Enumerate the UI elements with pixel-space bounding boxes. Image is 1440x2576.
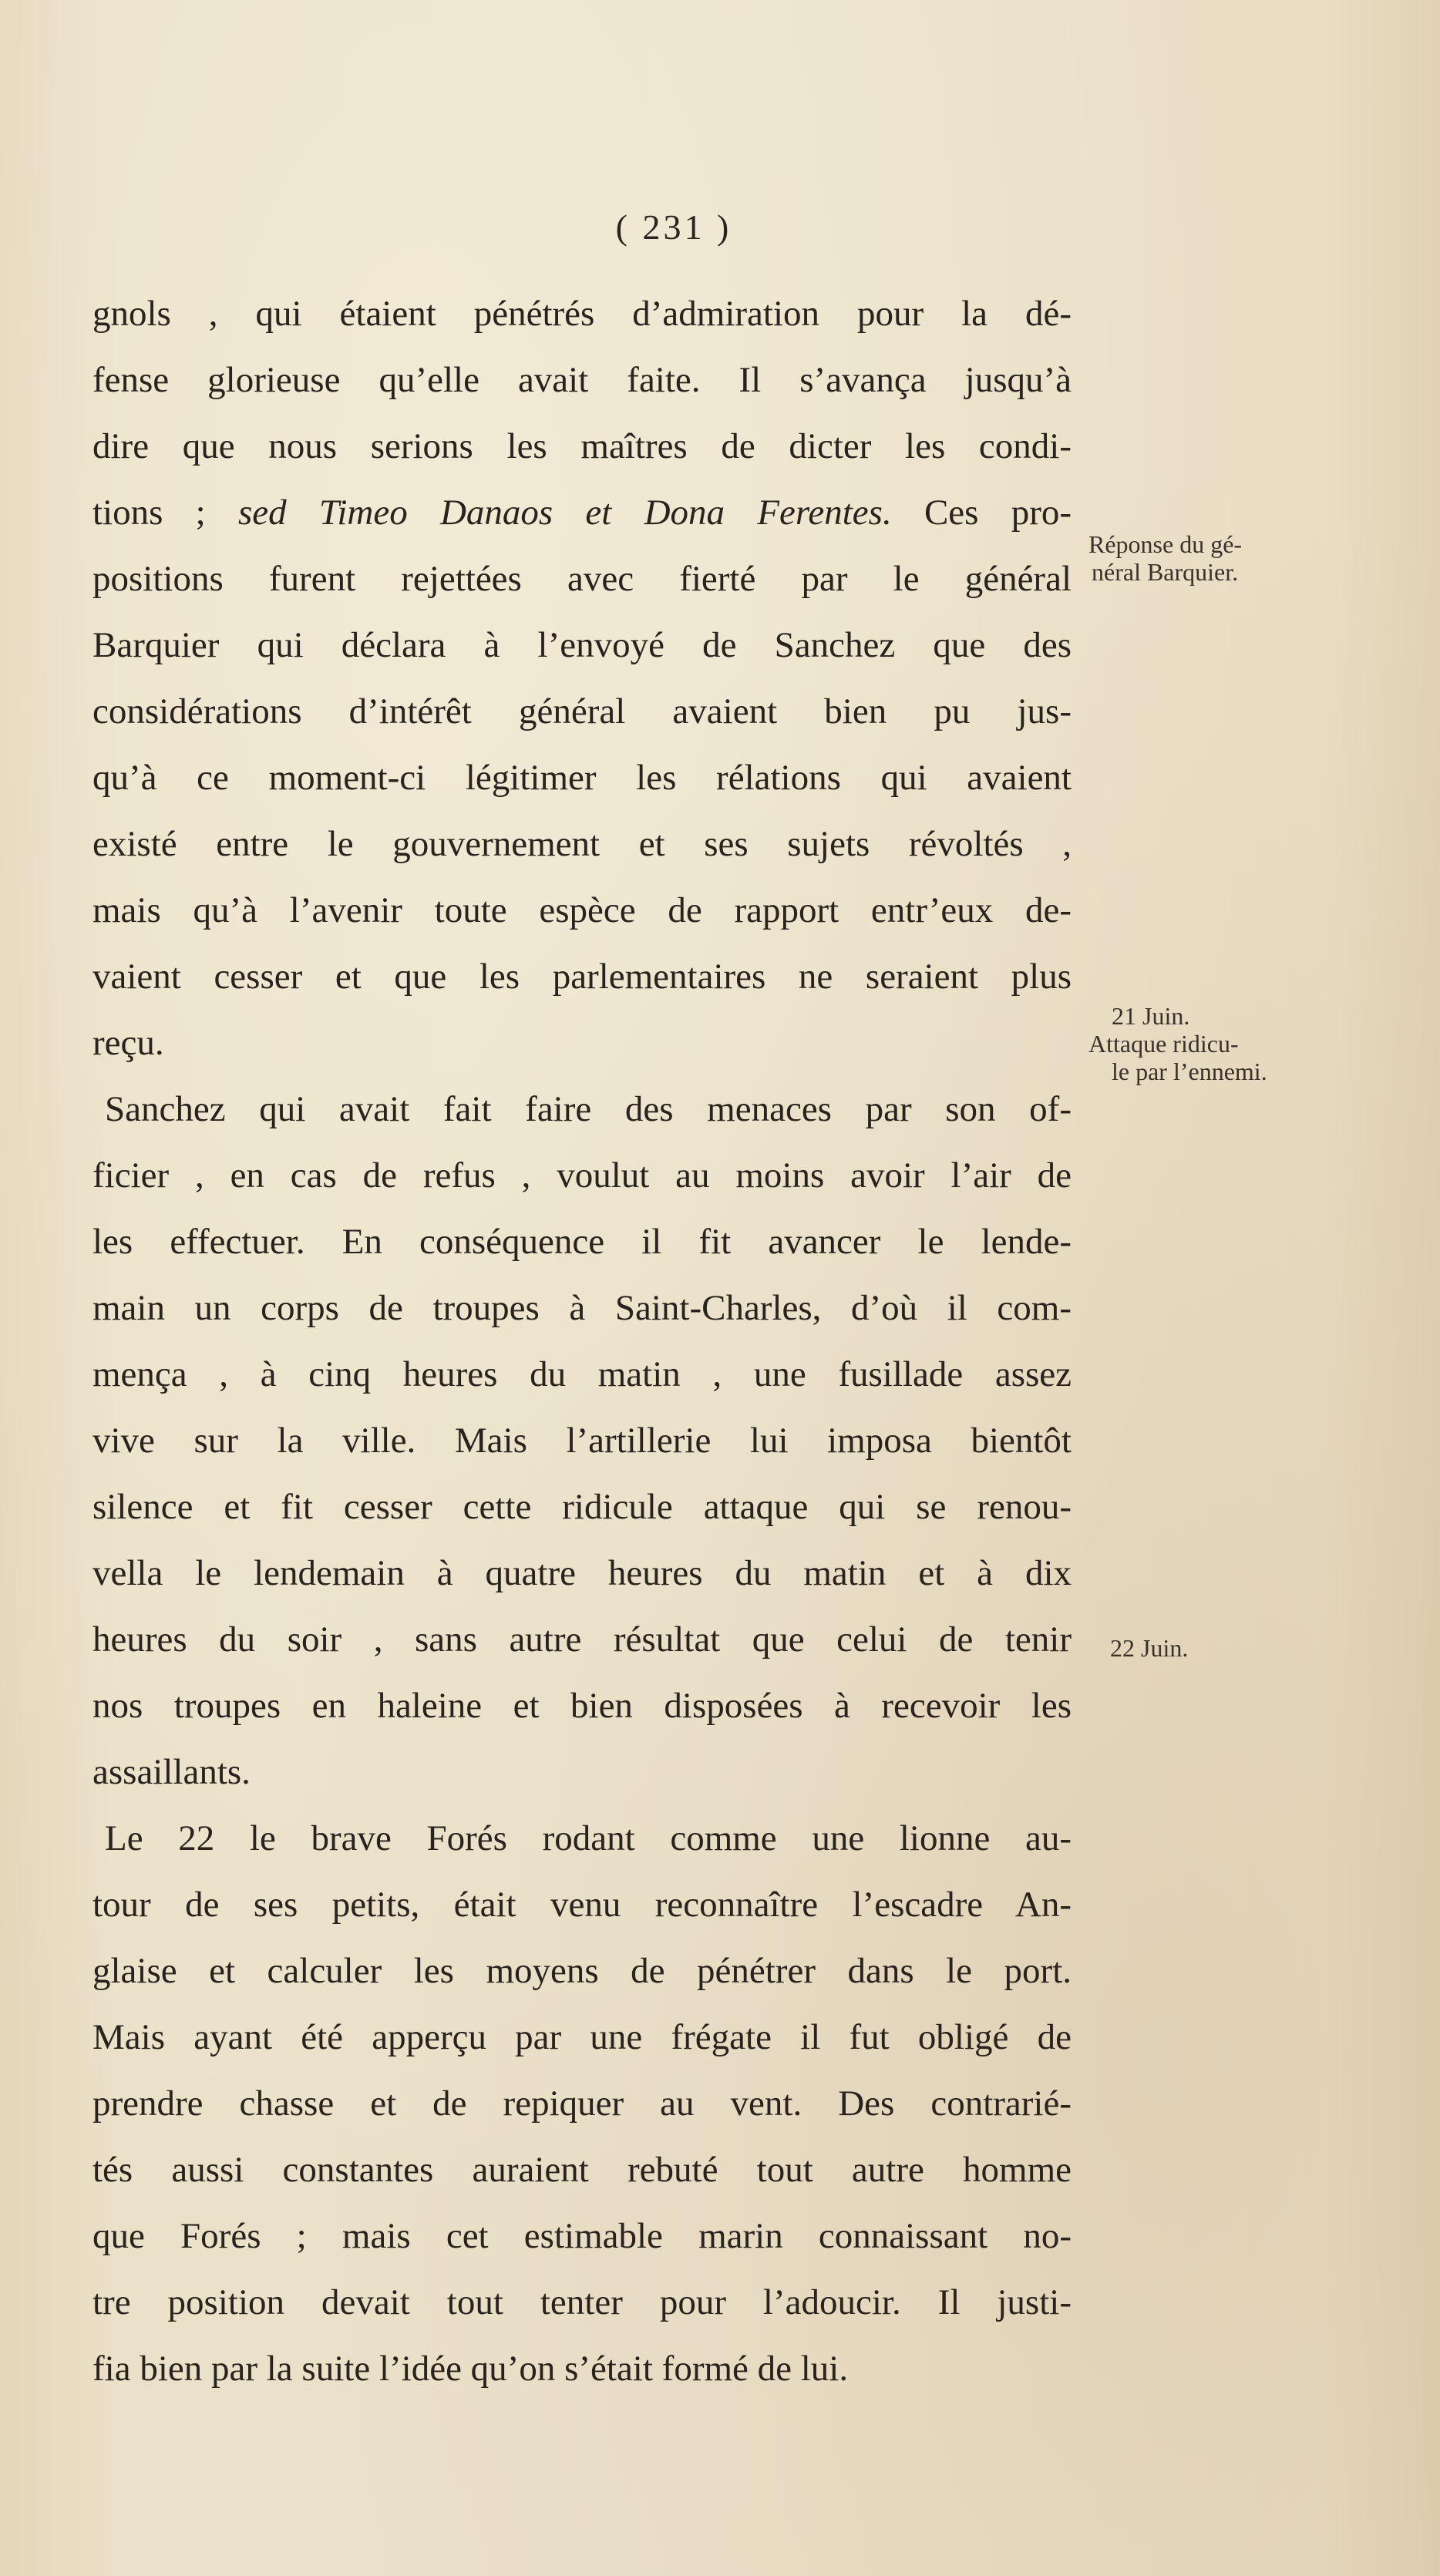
text-line: tés aussi constantes auraient rebuté tout autre homme <box>93 2150 1072 2190</box>
text-line: main un corps de troupes à Saint-Charles, d’où il com- <box>93 1288 1072 1328</box>
text-line: existé entre le gouvernement et ses sujets révoltés , <box>93 824 1072 864</box>
text-line: fia bien par la suite l’idée qu’on s’était formé de lui. <box>93 2349 849 2389</box>
text-line: positions furent rejettées avec fierté par le général <box>93 559 1072 599</box>
margin-note-22-juin <box>1110 1634 1434 1662</box>
text-line: tour de ses petits, était venu reconnaître l’escadre An- <box>93 1885 1072 1925</box>
text-run: tions ; <box>93 493 238 533</box>
margin-note-21-juin <box>1088 1002 1412 1085</box>
text-line: heures du soir , sans autre résultat que celui de tenir <box>93 1619 1072 1660</box>
text-line: mença , à cinq heures du matin , une fusillade assez <box>93 1354 1072 1394</box>
text-line: prendre chasse et de repiquer au vent. Des contrarié- <box>93 2083 1072 2124</box>
text-line: gnols , qui étaient pénétrés d’admiration pour la dé- <box>93 294 1072 334</box>
margin-note-line: 21 Juin. <box>1112 1002 1190 1030</box>
text-line: fense glorieuse qu’elle avait faite. Il s’avança jusqu’à <box>93 360 1072 400</box>
text-line: Le 22 le brave Forés rodant comme une lionne au- <box>105 1818 1072 1858</box>
text-line: considérations d’intérêt général avaient bien pu jus- <box>93 691 1072 731</box>
margin-note-line: néral Barquier. <box>1092 558 1239 586</box>
text-line: mais qu’à l’avenir toute espèce de rapport entr’eux de- <box>93 890 1072 930</box>
text-line: qu’à ce moment-ci légitimer les rélations qui avaient <box>93 758 1072 798</box>
latin-quote: sed Timeo Danaos et Dona Ferentes. <box>237 493 892 533</box>
text-line: vive sur la ville. Mais l’artillerie lui imposa bientôt <box>93 1421 1072 1461</box>
text-line: nos troupes en haleine et bien disposées à recevoir les <box>93 1686 1072 1726</box>
text-line: ficier , en cas de refus , voulut au moins avoir l’air de <box>93 1155 1072 1196</box>
text-line: vaient cesser et que les parlementaires ne seraient plus <box>93 957 1072 997</box>
margin-note-line: Attaque ridicu- <box>1088 1030 1239 1058</box>
margin-note-line: 22 Juin. <box>1110 1634 1189 1662</box>
text-line: reçu. <box>93 1023 164 1063</box>
text-line: les effectuer. En conséquence il fit avancer le lende- <box>93 1222 1072 1262</box>
text-line: que Forés ; mais cet estimable marin connaissant no- <box>93 2216 1072 2256</box>
text-line: vella le lendemain à quatre heures du matin et à dix <box>93 1553 1072 1593</box>
text-line <box>93 479 1072 546</box>
margin-note-line: Réponse du gé- <box>1088 530 1243 558</box>
text-run: Ces pro- <box>891 493 1072 533</box>
text-line: glaise et calculer les moyens de pénétrer dans le port. <box>93 1951 1072 1991</box>
text-line: silence et fit cesser cette ridicule attaque qui se renou- <box>93 1487 1072 1527</box>
margin-note-line: le par l’ennemi. <box>1112 1058 1267 1085</box>
body-text <box>93 281 1072 2402</box>
text-line: assaillants. <box>93 1752 251 1792</box>
text-line: Mais ayant été apperçu par une frégate il fut obligé de <box>93 2017 1072 2057</box>
text-line: Sanchez qui avait fait faire des menaces par son of- <box>105 1089 1072 1129</box>
text-line: Barquier qui déclara à l’envoyé de Sanchez que des <box>93 625 1072 665</box>
page-number: ( 231 ) <box>615 207 732 247</box>
margin-note-reponse <box>1088 530 1412 586</box>
text-line: tre position devait tout tenter pour l’adoucir. Il justi- <box>93 2282 1072 2322</box>
text-line: dire que nous serions les maîtres de dicter les condi- <box>93 426 1072 466</box>
